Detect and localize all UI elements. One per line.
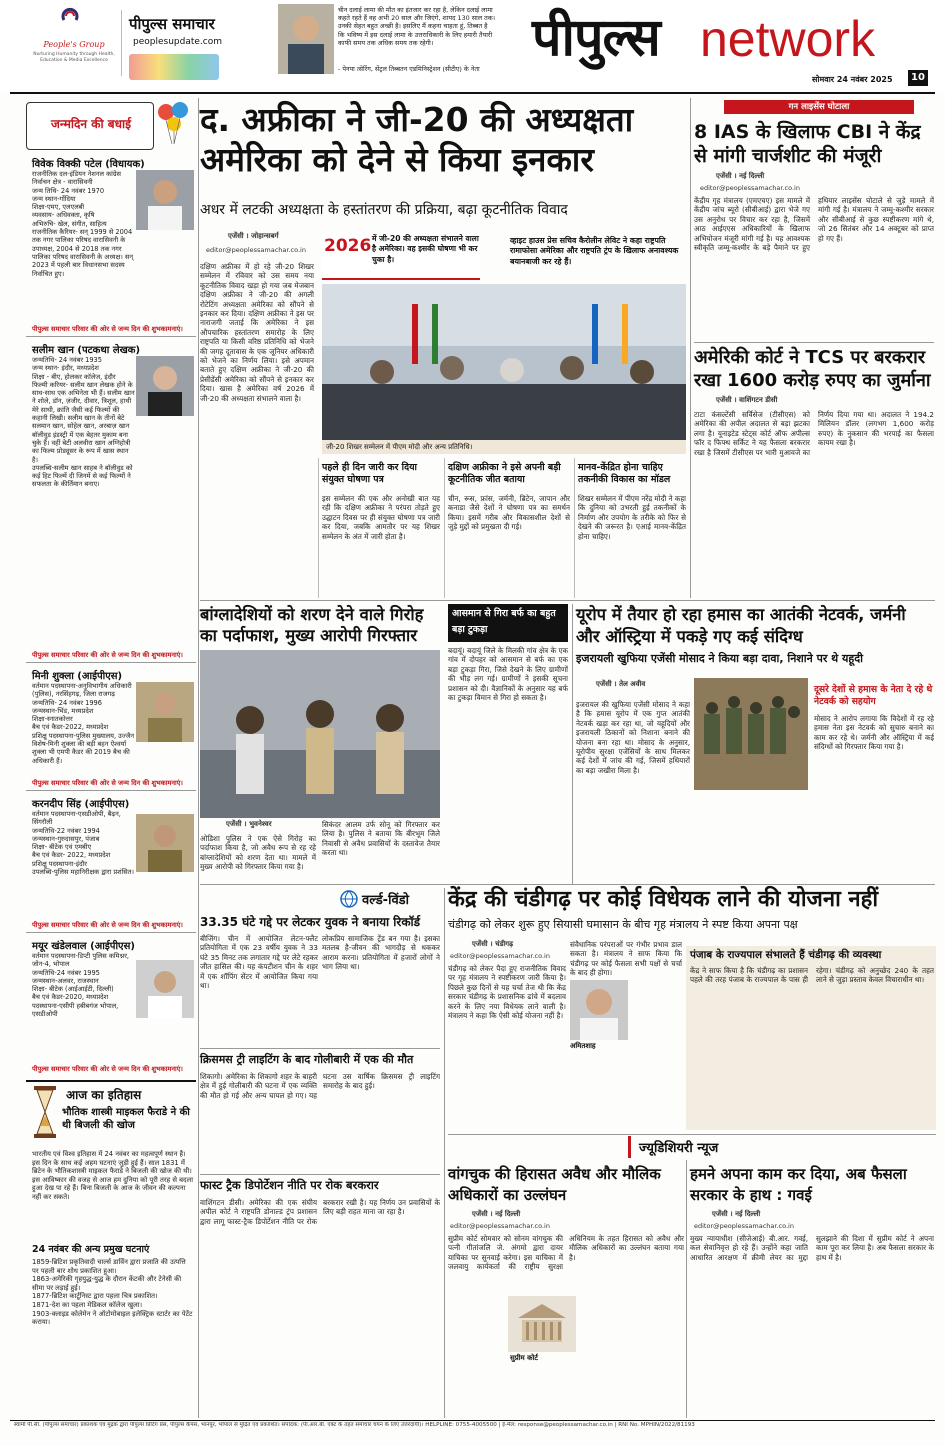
snow-body: बदायूं। बदायूं जिले के मिलकी गांव क्षेत्र के एक गांव में दोपहर को आसमान से बर्फ का एक बड़ा टुकड़ा गिरा, जिसे देखने के लिए ग्रामीणों की भीड़ लग गई। ग्रामीणों ने इसकी सूचना प्रशासन को दी। वैज्ञानिकों के अनुसार यह बर्फ का टुकड़ा विमान से गिरा हो सकता है। bbox=[448, 646, 568, 703]
supreme-court-photo bbox=[508, 1296, 576, 1352]
masthead bbox=[0, 0, 945, 92]
birthday-p1-name: विवेक विक्की पटेल (विधायक) bbox=[32, 159, 145, 170]
newspaper-title-latin: network bbox=[700, 11, 876, 67]
quote-person-photo bbox=[278, 4, 334, 74]
birthday-p4-name: करनदीप सिंह (आईपीएस) bbox=[32, 799, 130, 810]
bangladesh-byline: एजेंसी । भुवनेश्वर bbox=[226, 820, 272, 828]
birthday-p1-photo bbox=[136, 170, 194, 230]
world-s1-body2: लोकप्रिय सामाजिक ट्रेंड बन गया है। इसका मतलब है-जीवन की भागदौड़ से थककर आराम करना। प्रतियोगिता में हजारों लोगों ने भाग लिया था। bbox=[322, 934, 440, 972]
chandigarh-side-body: केंद्र ने साफ किया है कि चंडीगढ़ का प्रशासन पहले की तरह पंजाब के राज्यपाल के पास ही रहेगा। चंडीगढ़ को अनुच्छेद 240 के तहत लाने से जुड़ा प्रस्ताव केवल विचाराधीन था। bbox=[690, 966, 934, 985]
chandigarh-side-title: पंजाब के राज्यपाल संभालते हैं चंडीगढ़ की व्यवस्था bbox=[690, 949, 882, 961]
birthday-p2-photo bbox=[136, 356, 194, 416]
pullquote-year: 2026 bbox=[324, 236, 372, 256]
birthday-p1-body: राजनीतिक दल-इंडियन नेशनल कांग्रेस निर्वाचन क्षेत्र - वारासिवनी जन्म तिथि- 24 नवंबर 1970 जन्म स्थान-गोंदिया शिक्षा-एमए, एलएलबी व्यवसाय- अधिवक्ता, कृषि अभिरुचि- खेल, संगीत, साहित्य राजनीतिक कैरियर- सन् 1999 से 2004 तक नगर पालिका परिषद वारासिवनी के उपाध्यक्ष, 2004 से 2018 तक नगर पालिका परिषद वारासिवनी के अध्यक्ष। सन् 2023 में पहली बार विधानसभा सदस्य निर्वाचित हुए। bbox=[32, 170, 134, 278]
box3-title: मानव-केंद्रित होना चाहिए तकनीकी विकास का मॉडल bbox=[578, 462, 671, 485]
world-s2-headline: क्रिसमस ट्री लाइटिंग के बाद गोलीबारी में एक की मौत bbox=[200, 1053, 414, 1066]
right-top-headline: 8 IAS के खिलाफ CBI ने केंद्र से मांगी चार्जशीट की मंजूरी bbox=[694, 121, 921, 167]
world-s1-body: बीजिंग। चीन में आयोजित लेटन-फ्लैट प्रतियोगिता में एक 23 वर्षीय युवक ने 33 घंटे 35 मिनट तक लगातार गद्दे पर लेटे रहकर जीत हासिल की। यह कंपटीशन चीन के शहर में एक शॉपिंग सेंटर में आयोजित किया गया था। bbox=[200, 934, 318, 991]
supreme-court-caption: सुप्रीम कोर्ट bbox=[510, 1354, 538, 1362]
right-top-byline: एजेंसी । नई दिल्ली bbox=[716, 172, 765, 180]
birthday-p5-name: मयूर खंडेलवाल (आईपीएस) bbox=[32, 941, 135, 952]
birthday-p5-photo bbox=[136, 960, 194, 1018]
right-top-kicker: गन लाइसेंस घोटाला bbox=[724, 100, 914, 114]
peoples-group-tagline: Nurturing Humanity through Health, Education & Media Excellence bbox=[33, 52, 115, 63]
quote-text: चीन दलाई लामा की मौत का इंतजार कर रहा है, लेकिन दलाई लामा कहते रहते हैं वह अभी 20 साल और जिएंगे, शायद 130 साल तक। उनकी सेहत बहुत अच्छी है। इसलिए मैं कहना चाहता हूं, तिब्बत है कि भविष्य में इस दलाई लामा के उत्तराधिकारी के लिए हमारी तैयारी काफी समय तक अधिक समय तक रहेगी। bbox=[338, 6, 496, 47]
judiciary-s2-email: editor@peoplessamachar.co.in bbox=[694, 1222, 794, 1230]
world-window-label-box bbox=[340, 888, 448, 910]
quote-attribution: - पेनपा त्सेरिंग, सेंट्रल तिब्बतन एडमिनिस्ट्रेशन (सीटीए) के नेता bbox=[338, 65, 480, 73]
lead-byline: एजेंसी । जोहान्सबर्ग bbox=[228, 232, 279, 240]
box2-body: चीन, रूस, फ्रांस, जर्मनी, ब्रिटेन, जापान और कनाडा जैसे देशों ने घोषणा पत्र का समर्थन किया। इसमें गरीब और विकासशील देशों से जुड़े मुद्दों को प्रमुखता दी गई। bbox=[448, 494, 570, 532]
judiciary-s2-body: मुख्य न्यायाधीश (सीजेआई) बी.आर. गवई, कल सेवानिवृत्त हो रहे हैं। उन्होंने कहा जाति आधारित आरक्षण में क्रीमी लेयर का मुद्दा सुलझाने की दिशा में सुप्रीम कोर्ट ने अपना काम पूरा कर लिया है। अब फैसला सरकार के हाथ में है। bbox=[690, 1234, 934, 1262]
snow-headline: आसमान से गिरा बर्फ का बहुत बड़ा टुकड़ा bbox=[452, 608, 556, 635]
lead-photo-caption: जी-20 शिखर सम्मेलन में पीएम मोदी और अन्य प्रतिनिधि। bbox=[322, 440, 686, 454]
chandigarh-body2: संवैधानिक परंपराओं पर गंभीर प्रभाव डाल सकता है। मंत्रालय ने साफ किया कि चंडीगढ़ पर कोई फैसला सभी पक्षों से चर्चा के बाद ही होगा। bbox=[570, 940, 682, 978]
birthday-p1-wish: पीपुल्स समाचार परिवार की ओर से जन्म दिन की शुभकामनाएं। bbox=[32, 325, 183, 333]
hamas-subhead: इजरायली खुफिया एजेंसी मोसाद ने किया बड़ा दावा, निशाने पर थे यहूदी bbox=[576, 652, 863, 665]
chandigarh-photo bbox=[570, 980, 628, 1040]
peoples-group-logo-icon bbox=[60, 6, 80, 30]
lead-body: दक्षिण अफ्रीका में हो रहे जी-20 शिखर सम्मेलन में रविवार को उस समय नया कूटनीतिक विवाद खड़ा हो गया जब मेजबान दक्षिण अफ्रीका ने जी-20 की अगली रोटेटिंग अध्यक्षता अमेरिका को सौंपने से इनकार कर दिया। दक्षिण अफ्रीका ने इस पर नाराजगी जताई कि अमेरिका ने इस औपचारिक हस्तांतरण समारोह के लिए राष्ट्रपति या किसी वरिष्ठ प्रतिनिधि को भेजने की जगह दूतावास के एक जूनियर अधिकारी को भेजने का निर्णय लिया। इसे अपमान बताते हुए दक्षिण अफ्रीका ने जी-20 की प्रेसीडेंसी अमेरिका को सौंपने से इनकार कर दिया। खास है अमेरिका वर्ष 2026 में जी-20 की अध्यक्षता संभालने वाला है। bbox=[200, 262, 314, 403]
chandigarh-body: चंडीगढ़ को लेकर पैदा हुए राजनीतिक विवाद पर गृह मंत्रालय ने स्पष्टीकरण जारी किया है। पिछले कुछ दिनों से यह चर्चा तेज थी कि केंद्र सरकार चंडीगढ़ के प्रशासनिक ढांचे में बदलाव करने के लिए नया विधेयक लाने वाली है। मंत्रालय ने कहा कि ऐसी कोई योजना नहीं है। bbox=[448, 964, 566, 1021]
birthday-p5-body: वर्तमान पदस्थापना-डिप्टी पुलिस कमिश्नर, जोन-4, भोपाल जन्मतिथि-24 नवंबर 1995 जन्मस्थान-अलवर, राजस्थान शिक्षा- बीटेक (आईआईटी, दिल्ली) बैच एवं कैडर-2020, मध्यप्रदेश पदस्थापना-एसीपी हबीबगंज भोपाल, एसडीओपी bbox=[32, 952, 129, 1019]
peoples-group-name: People's Group bbox=[43, 40, 105, 49]
newspaper-title-hindi: पीपुल्स bbox=[532, 8, 660, 68]
bangladesh-body2: सिकंदर आलम उर्फ सोनू को गिरफ्तार कर लिया है। पुलिस ने बताया कि बीरभूम जिले निवासी से अवैध प्रवासियों के दस्तावेज तैयार करता था। bbox=[322, 820, 440, 858]
balloon-icon bbox=[154, 100, 194, 146]
globe-icon bbox=[340, 890, 358, 908]
box3-body: शिखर सम्मेलन में पीएम नरेंद्र मोदी ने कहा कि दुनिया को उभरती हुई तकनीकों के निर्माण और उपयोग के तरीके को फिर से देखने की जरूरत है। एआई मानव-केंद्रित होना चाहिए। bbox=[578, 494, 686, 541]
hamas-body: इजरायल की खुफिया एजेंसी मोसाद ने कहा है कि हमास यूरोप में एक गुप्त आतंकी नेटवर्क खड़ा कर रहा था, जो यहूदियों और इजरायली ठिकानों को निशाना बनाने की योजना बना रहा था। मोसाद के अनुसार, यूरोपीय सुरक्षा एजेंसियों के साथ मिलकर कई देशों में जांच की गई, जिसमें हथियारों का बड़ा जखीरा मिला है। bbox=[576, 700, 690, 775]
birthday-p3-wish: पीपुल्स समाचार परिवार की ओर से जन्म दिन की शुभकामनाएं। bbox=[32, 779, 183, 787]
bangladesh-headline: बांग्लादेशियों को शरण देने वाले गिरोह का पर्दाफाश, मुख्य आरोपी गिरफ्तार bbox=[200, 605, 424, 645]
tcs-body: टाटा कंसल्टेंसी सर्विसेज (टीसीएस) को अमेरिका की अपील अदालत से बड़ा झटका लगा है। यूनाइटेड स्टेट्स कोर्ट ऑफ अपील्स फॉर द फिफ्थ सर्किट ने यह फैसला बरकरार रखा है जिसमें टीसीएस पर भारी मुआवजे का निर्णय दिया गया था। अदालत ने 194.2 मिलियन डॉलर (लगभग 1,600 करोड़ रुपए) के नुकसान की भरपाई का फैसला कायम रखा है। bbox=[694, 410, 934, 457]
page-number: 10 bbox=[908, 70, 928, 86]
birthday-p3-body: वर्तमान पदस्थापना-अनुविभागीय अधिकारी (पुलिस), नरसिंहगढ़, जिला राजगढ़ जन्मतिथि- 24 नवंबर 1996 जन्मस्थान-भिंड, मध्यप्रदेश शिक्षा-स्नातकोत्तर बैच एवं कैडर-2022, मध्यप्रदेश प्रशिक्षु पदस्थापना-पुलिस मुख्यालय, उज्जैन विशेष-मिनी शुक्ला की बड़ी बहन ऐश्वर्या शुक्ला भी एमपी कैडर की 2019 बैच की अधिकारी हैं। bbox=[32, 682, 135, 765]
box2-title: दक्षिण अफ्रीका ने इसे अपनी बड़ी कूटनीतिक जीत बताया bbox=[448, 462, 561, 485]
judiciary-s1-email: editor@peoplessamachar.co.in bbox=[450, 1222, 550, 1230]
history-title: आज का इतिहास bbox=[66, 1088, 142, 1102]
website-link[interactable]: peoplesupdate.com bbox=[133, 37, 222, 47]
birthday-banner bbox=[26, 102, 154, 150]
judiciary-s1-byline: एजेंसी । नई दिल्ली bbox=[472, 1210, 521, 1218]
birthday-p5-wish: पीपुल्स समाचार परिवार की ओर से जन्म दिन की शुभकामनाएं। bbox=[32, 1065, 183, 1073]
birthday-p4-photo bbox=[136, 814, 194, 872]
bangladesh-photo bbox=[200, 650, 440, 818]
birthday-p4-wish: पीपुल्स समाचार परिवार की ओर से जन्म दिन की शुभकामनाएं। bbox=[32, 921, 183, 929]
chandigarh-photo-caption: अमितशाह bbox=[570, 1042, 596, 1050]
judiciary-s1-headline: वांगचुक की हिरासत अवैध और मौलिक अधिकारों का उल्लंघन bbox=[448, 1165, 661, 1204]
chandigarh-subhead: चंडीगढ़ को लेकर शुरू हुए सियासी घमासान के बीच गृह मंत्रालय ने स्पष्ट किया अपना पक्ष bbox=[448, 918, 798, 931]
lead-subhead: अधर में लटकी अध्यक्षता के हस्तांतरण की प्रक्रिया, बढ़ा कूटनीतिक विवाद bbox=[200, 202, 568, 218]
right-top-email: editor@peoplessamachar.co.in bbox=[700, 184, 800, 192]
history-box bbox=[26, 1080, 196, 1082]
snow-headline-box bbox=[448, 604, 568, 642]
chandigarh-headline: केंद्र की चंडीगढ़ पर कोई विधेयक लाने की योजना नहीं bbox=[448, 887, 879, 912]
lead-pullquote bbox=[322, 232, 480, 280]
events-body: 1859-ब्रिटिश प्रकृतिवादी चार्ल्स डार्विन द्वारा प्रजाति की उत्पत्ति पर पहली बार शोध प्रकाशित हुआ। 1863-अमेरिकी गृहयुद्ध-युद्ध के दौरान केंटकी और टेनेसी की सीमा पर लड़ाई हुई। 1877-ब्रिटिश कार्टूनिस्ट द्वारा पहला चित्र प्रकाशित। 1871-देश का पहला मेडिकल कॉलेज खुला। 1903-क्लाइड कोलेमेन ने ऑटोमोबाइल इलेक्ट्रिक स्टार्टर का पेटेंट कराया। bbox=[32, 1258, 193, 1327]
box1-body: इस सम्मेलन की एक और अनोखी बात यह रही कि दक्षिण अफ्रीका ने परंपरा तोड़ते हुए उद्घाटन दिवस पर ही संयुक्त घोषणा पत्र जारी कर दिया, जबकि आमतौर पर यह शिखर सम्मेलन के अंत में जारी होता है। bbox=[322, 494, 440, 541]
birthday-p3-name: मिनी शुक्ला (आईपीएस) bbox=[32, 671, 123, 682]
issue-date: सोमवार 24 नवंबर 2025 bbox=[812, 75, 893, 84]
hamas-body2: मोसाद ने आरोप लगाया कि विदेशों में रह रहे हमास नेता इस नेटवर्क को सुचारु बनाने का काम कर रहे थे। जर्मनी और ऑस्ट्रिया में कई संदिग्धों को गिरफ्तार किया गया है। bbox=[814, 714, 934, 752]
hamas-side-head: दूसरे देशों से हमास के नेता दे रहे थे नेटवर्क को सहयोग bbox=[814, 684, 933, 708]
tcs-byline: एजेंसी । वाशिंगटन डीसी bbox=[716, 396, 778, 404]
sidebar bbox=[26, 98, 196, 1418]
box1-title: पहले ही दिन जारी कर दिया संयुक्त घोषणा पत्र bbox=[322, 462, 417, 485]
events-title: 24 नवंबर की अन्य प्रमुख घटनाएं bbox=[32, 1244, 150, 1255]
birthday-p3-photo bbox=[136, 682, 194, 742]
world-window-label: वर्ल्ड-विंडो bbox=[362, 893, 409, 908]
judiciary-label-box bbox=[628, 1136, 767, 1158]
chandigarh-byline: एजेंसी । चंडीगढ़ bbox=[472, 940, 514, 948]
lead-quote2: व्हाइट हाउस प्रेस सचिव कैरोलीन लेविट ने कहा राष्ट्रपति रामाफोसा अमेरिका और राष्ट्रपति ट्रंप के खिलाफ अनावश्यक बयानबाजी कर रहे हैं। bbox=[510, 236, 679, 266]
hourglass-icon bbox=[32, 1086, 58, 1138]
judiciary-label: ज्यूडिशियरी न्यूज bbox=[639, 1141, 719, 1156]
history-headline: भौतिक शास्त्री माइकल फैराडे ने की थी बिजली की खोज bbox=[62, 1107, 190, 1131]
bangladesh-body: ओडिशा पुलिस ने एक ऐसे गिरोह का पर्दाफाश किया है, जो अवैध रूप से रह रहे बांग्लादेशियों को शरण देता था। मामले में मुख्य आरोपी को गिरफ्तार किया गया है। bbox=[200, 834, 316, 872]
masthead-small-title: पीपुल्स समाचार bbox=[129, 15, 215, 33]
judiciary-s1-body: सुप्रीम कोर्ट सोमवार को सोनम वांगचुक की पत्नी गीतांजलि जे. अंगमो द्वारा दायर याचिका पर सुनवाई करेगा। इस याचिका में जलवायु कार्यकर्ता की राष्ट्रीय सुरक्षा अधिनियम के तहत हिरासत को अवैध और मौलिक अधिकारों का उल्लंघन बताया गया है। bbox=[448, 1234, 684, 1272]
birthday-p4-body: वर्तमान पदस्थापना-एसडीओपी, बैढ़न, सिंगरौली जन्मतिथि-22 नवंबर 1994 जन्मस्थान-गुरुदासपुर, पंजाब शिक्षा- बीटेक एवं एमबीए बैच एवं कैडर- 2022, मध्यप्रदेश प्रशिक्षु पदस्थापना-इंदौर उपलब्धि-पुलिस महानिरीक्षक द्वारा प्रशंसित। bbox=[32, 810, 134, 877]
lead-email: editor@peoplessamachar.co.in bbox=[206, 246, 306, 254]
birthday-p2-body: जन्मतिथि- 24 नवंबर 1935 जन्म स्थान- इंदौर, मध्यप्रदेश शिक्षा - बीए, होलकर कॉलेज, इंदौर फिल्मी करियर- सलीम खान लेखक होने के साथ-साथ एक अभिनेता भी हैं। सलीम खान ने शोले, डॉन, ज़ंजीर, दीवार, त्रिशूल, हाथी मेरे साथी, क्रांति जैसी कई फिल्मों की कहानी लिखी। सलीम खान के तीनों बेटे सलमान खान, सोहेल खान, अरबाज़ खान बॉलीवुड इंडस्ट्री में एक बेहतर मुकाम बना चुके हैं। वहीं बेटी अलवीरा खान अग्निहोत्री का फिल्म प्रोड्यूसर के रूप में खास स्थान है। उपलब्धि-सलीम खान साहब ने बॉलीवुड को कई हिट फिल्में दी जिनमें से कई फिल्मों ने सफलता के कीर्तिमान बनाए। bbox=[32, 356, 135, 489]
right-top-body: केंद्रीय गृह मंत्रालय (एमएचए) इस मामले में केंद्रीय जांच ब्यूरो (सीबीआई) द्वारा भेजे गए उस अनुरोध पर विचार कर रहा है, जिसमें आठ आईएएस अधिकारियों के खिलाफ अभियोजन मंजूरी मांगी गई है। यह आवश्यक स्वीकृति जम्मू-कश्मीर के बड़े पैमाने पर हुए हथियार लाइसेंस घोटाले से जुड़े मामले में मांगी गई है। मंत्रालय ने जम्मू-कश्मीर सरकार और सीबीआई से कुछ स्पष्टीकरण मांगे थे, जो 26 सितंबर और 14 अक्टूबर को प्राप्त हो गए हैं। bbox=[694, 196, 934, 253]
lead-headline: द. अफ्रीका ने जी-20 की अध्यक्षता अमेरिका को देने से किया इनकार bbox=[200, 100, 634, 179]
world-s3-body: वाशिंगटन डीसी। अमेरिका की एक संघीय अपील कोर्ट ने राष्ट्रपति डोनाल्ड ट्रंप प्रशासन द्वारा लागू फास्ट-ट्रैक डिपोर्टेशन नीति पर रोक बरकरार रखी है। यह निर्णय उन प्रवासियों के लिए बड़ी राहत माना जा रहा है। bbox=[200, 1198, 440, 1226]
footer-imprint: स्वामी पी.सी. (पीपुल्स समाचार) प्रकाशक एवं मुद्रक द्वारा पीपुल्स प्रिंटिंग प्रेस, पीपुल्स कैंपस, भानपुर, भोपाल से मुद्रित एवं प्रकाशित। संपादक: (पी.आर.बी. एक्ट के तहत समाचार चयन के लिए उत्तरदायी)। HELPLINE: 0755-4005500 | ई-मेल: response@peoplessamachar.co.in | RNI No. MPHIN/2022/81193 bbox=[14, 1422, 695, 1428]
lead-photo-g20 bbox=[322, 284, 686, 440]
chandigarh-email: editor@peoplessamachar.co.in bbox=[450, 952, 550, 960]
birthday-p2-name: सलीम खान (पटकथा लेखक) bbox=[32, 345, 141, 356]
birthday-title: जन्मदिन की बधाई bbox=[51, 117, 131, 131]
tcs-headline: अमेरिकी कोर्ट ने TCS पर बरकरार रखा 1600 करोड़ रुपए का जुर्माना bbox=[694, 347, 931, 391]
masthead-illustration bbox=[129, 54, 219, 80]
world-s3-headline: फास्ट ट्रैक डिपोर्टेशन नीति पर रोक बरकरार bbox=[200, 1178, 379, 1192]
history-body: भारतीय एवं विश्व इतिहास में 24 नवंबर का महत्वपूर्ण स्थान है। इस दिन के साथ कई अहम घटनाएं जुड़ी हुई हैं। साल 1831 में ब्रिटेन के भौतिकशास्त्री माइकल फैराडे ने बिजली की खोज की थी। इस आविष्कार की वजह से आज हम दुनिया को पूरी तरह से बदला हुआ देख पा रहे हैं। बिना बिजली के आज के जीवन की कल्पना नहीं कर सकते। bbox=[32, 1150, 193, 1201]
hamas-photo bbox=[694, 678, 808, 790]
judiciary-s2-headline: हमने अपना काम कर दिया, अब फैसला सरकार के हाथ : गवई bbox=[690, 1165, 907, 1204]
birthday-p2-wish: पीपुल्स समाचार परिवार की ओर से जन्म दिन की शुभकामनाएं। bbox=[32, 651, 183, 659]
world-s2-body: शिकागो। अमेरिका के शिकागो शहर के बाहरी क्षेत्र में हुई गोलीबारी की घटना में एक व्यक्ति की मौत हो गई और अन्य घायल हो गए। यह घटना उस वार्षिक क्रिसमस ट्री लाइटिंग समारोह के बाद हुई। bbox=[200, 1072, 440, 1100]
hamas-byline: एजेंसी । तेल अवीव bbox=[596, 680, 646, 688]
judiciary-s2-byline: एजेंसी । नई दिल्ली bbox=[712, 1210, 761, 1218]
hamas-headline: यूरोप में तैयार हो रहा हमास का आतंकी नेटवर्क, जर्मनी और ऑस्ट्रिया में पकड़े गए कई संदिग्ध bbox=[576, 605, 906, 646]
pullquote-text: में जी-20 की अध्यक्षता संभालने वाला है अमेरिका। वह इसकी घोषणा भी कर चुका है। bbox=[372, 234, 479, 264]
world-s1-headline: 33.35 घंटे गद्दे पर लेटकर युवक ने बनाया रिकॉर्ड bbox=[200, 915, 421, 929]
